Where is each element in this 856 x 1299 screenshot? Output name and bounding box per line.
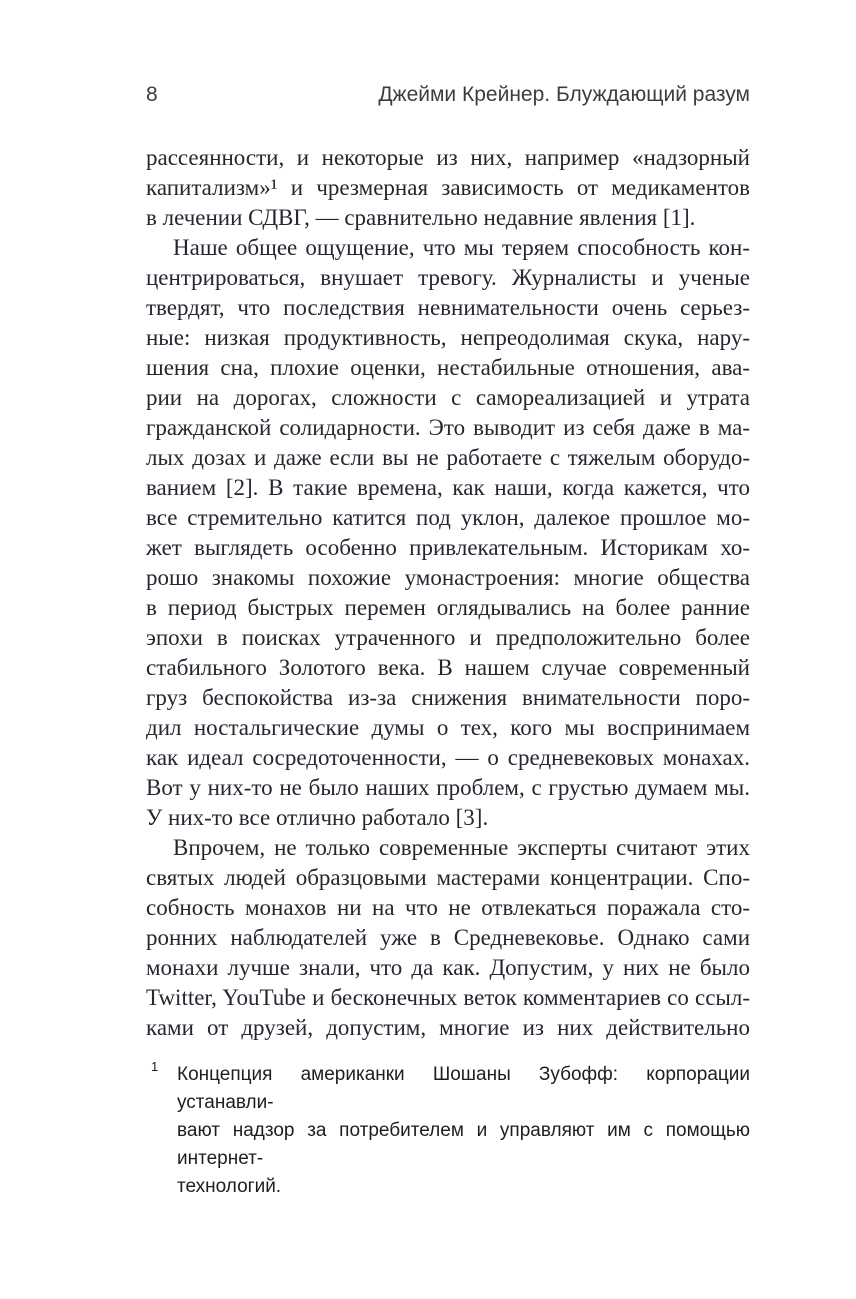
text-line: твердят, что последствия невнимательности очень серьез-	[146, 295, 750, 320]
text-line: рошо знакомы похожие умонастроения: многие общества	[146, 565, 750, 590]
text-line: Наше общее ощущение, что мы теряем способность кон-	[173, 235, 750, 260]
footnote-line: технологий.	[177, 1176, 282, 1197]
text-line: эпохи в поисках утраченного и предположительно более	[146, 625, 750, 650]
text-line: ные: низкая продуктивность, непреодолимая скука, нару-	[146, 325, 750, 350]
footnote-line: вают надзор за потребителем и управляют им с помощью интернет-	[177, 1120, 750, 1169]
text-line: ками от друзей, допустим, многие из них действительно	[146, 1015, 750, 1040]
paragraph	[146, 233, 750, 833]
page-number: 8	[146, 83, 159, 106]
text-line: Twitter, YouTube и бесконечных веток комментариев со ссыл-	[146, 985, 750, 1010]
text-line: Вот у них-то не было наших проблем, с грустью думаем мы.	[146, 775, 750, 800]
paragraph	[146, 143, 750, 233]
running-title: Джейми Крейнер. Блуждающий разум	[378, 83, 750, 106]
body-text	[146, 143, 750, 1043]
text-line: рассеянности, и некоторые из них, например «надзорный	[146, 145, 750, 170]
text-line: жет выглядеть особенно привлекательным. Историкам хо-	[146, 535, 750, 560]
text-line: ванием [2]. В такие времена, как наши, когда кажется, что	[146, 475, 750, 500]
footnote-line: Концепция американки Шошаны Зубофф: корпорации устанавли-	[177, 1064, 750, 1113]
text-line: У них-то все отлично работало [3].	[146, 805, 489, 830]
paragraph	[146, 833, 750, 1043]
text-line: рии на дорогах, сложности с самореализацией и утрата	[146, 385, 750, 410]
text-line: в лечении СДВГ, — сравнительно недавние явления [1].	[146, 205, 696, 230]
footnote	[148, 1061, 750, 1201]
text-line: святых людей образцовыми мастерами концентрации. Спо-	[146, 865, 750, 890]
text-line: стабильного Золотого века. В нашем случае современный	[146, 655, 750, 680]
footnote-text	[177, 1061, 750, 1201]
text-line: Впрочем, не только современные эксперты считают этих	[173, 835, 750, 860]
text-line: шения сна, плохие оценки, нестабильные отношения, ава-	[146, 355, 750, 380]
text-line: лых дозах и даже если вы не работаете с тяжелым оборудо-	[146, 445, 750, 470]
text-line: ронних наблюдателей уже в Средневековье. Однако сами	[146, 925, 750, 950]
page-header	[146, 84, 750, 106]
text-line: капитализм»¹ и чрезмерная зависимость от медикаментов	[146, 175, 750, 200]
text-line: монахи лучше знали, что да как. Допустим, у них не было	[146, 955, 750, 980]
footnote-marker: 1	[151, 1059, 159, 1074]
text-line: гражданской солидарности. Это выводит из себя даже в ма-	[146, 415, 750, 440]
text-line: центрироваться, внушает тревогу. Журналисты и ученые	[146, 265, 750, 290]
text-line: дил ностальгические думы о тех, кого мы воспринимаем	[146, 715, 750, 740]
text-line: в период быстрых перемен оглядывались на более ранние	[146, 595, 750, 620]
text-line: как идеал сосредоточенности, — о средневековых монахах.	[146, 745, 750, 770]
text-line: все стремительно катится под уклон, далекое прошлое мо-	[146, 505, 750, 530]
text-line: собность монахов ни на что не отвлекаться поражала сто-	[146, 895, 750, 920]
text-line: груз беспокойства из-за снижения внимательности поро-	[146, 685, 750, 710]
